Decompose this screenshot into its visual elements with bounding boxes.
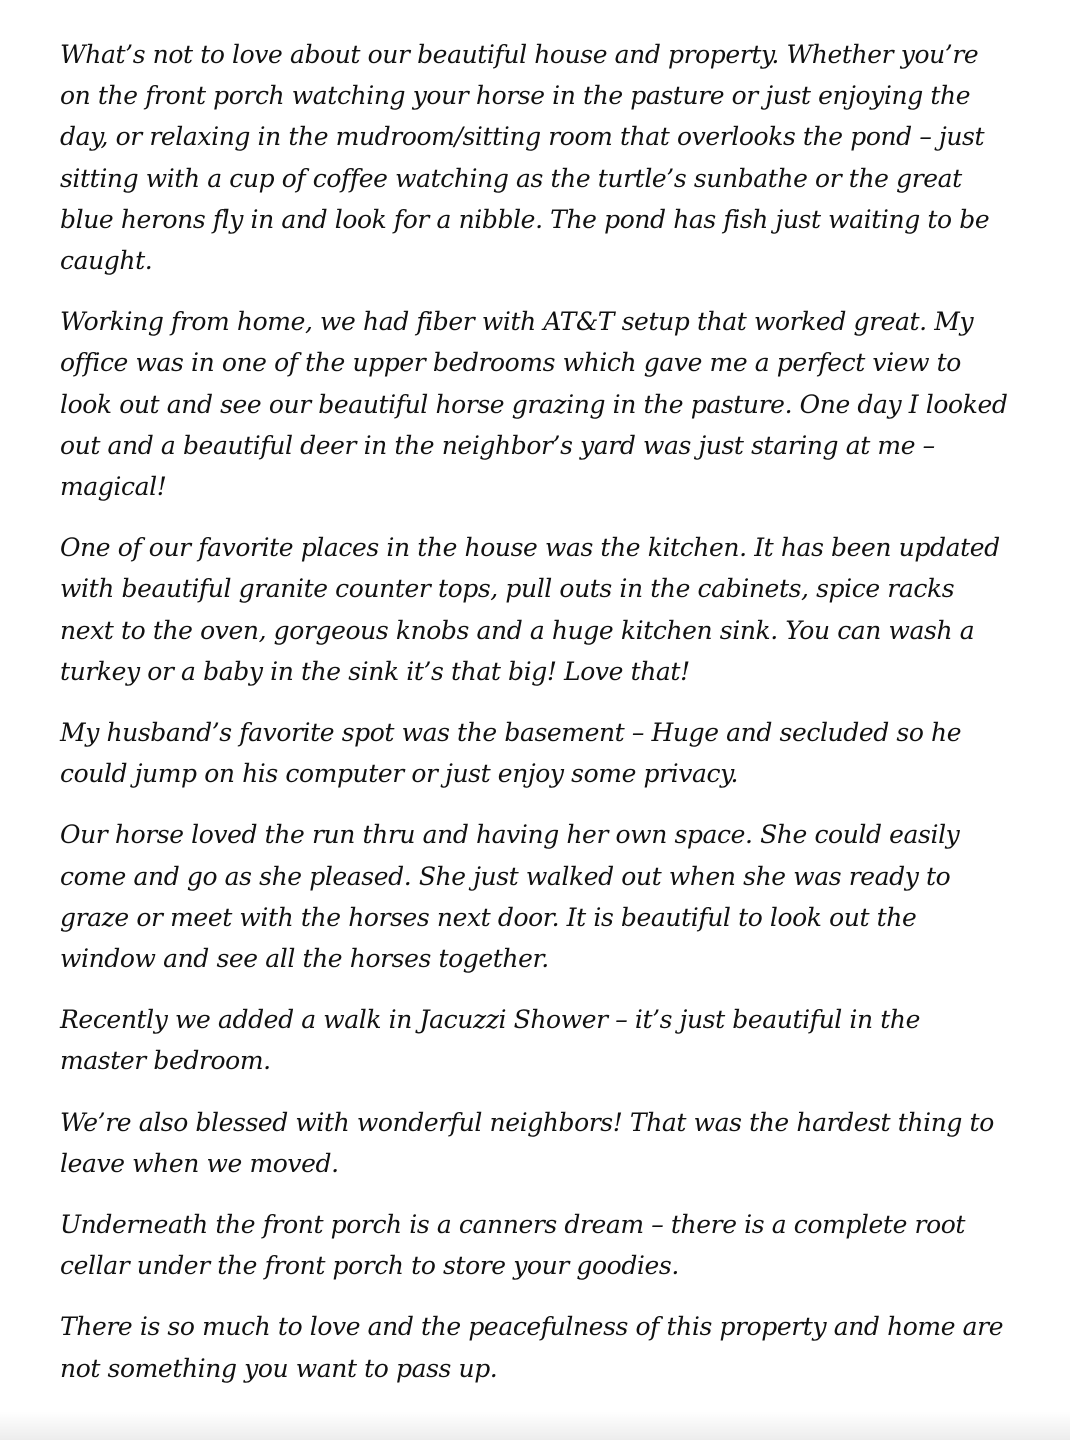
paragraph-root-cellar: Underneath the front porch is a canners dream – there is a complete root cellar under the front porch to store your goodies. — [60, 1210, 966, 1281]
paragraph-neighbors: We’re also blessed with wonderful neighbors! That was the hardest thing to leave when we moved. — [60, 1107, 994, 1178]
paragraph-shower: Recently we added a walk in Jacuzzi Shower – it’s just beautiful in the master bedroom. — [60, 1005, 921, 1076]
paragraph-work-from-home: Working from home, we had fiber with AT&T setup that worked great. My office was in one of the upper bedrooms which gave me a perfect view to look out and see our beautiful horse grazing in the pasture. One day I looked out and a beautiful deer in the neighbor’s yard was just staring at me – magical! — [60, 307, 1008, 502]
bottom-fade — [0, 1412, 1070, 1440]
paragraph-closing: There is so much to love and the peacefulness of this property and home are not something you want to pass up. — [60, 1312, 1004, 1383]
paragraph-property: What’s not to love about our beautiful house and property. Whether you’re on the front porch watching your horse in the pasture or just enjoying the day, or relaxing in the mudroom/sitting room that overlooks the pond – just sitting with a cup of coffee watching as the turtle’s sunbathe or the great blue herons fly in and look for a nibble. The pond has fish just waiting to be caught. — [60, 40, 990, 276]
paragraph-horse-run: Our horse loved the run thru and having her own space. She could easily come and go as she pleased. She just walked out when she was ready to graze or meet with the horses next door. It is beautiful to look out the window and see all the horses together. — [60, 820, 960, 974]
letter-body — [60, 34, 1010, 1409]
paragraph-basement: My husband’s favorite spot was the basement – Huge and secluded so he could jump on his computer or just enjoy some privacy. — [60, 718, 962, 789]
paragraph-kitchen: One of our favorite places in the house was the kitchen. It has been updated with beautiful granite counter tops, pull outs in the cabinets, spice racks next to the oven, gorgeous knobs and a huge kitchen sink. You can wash a turkey or a baby in the sink it’s that big! Love that! — [60, 533, 1000, 686]
